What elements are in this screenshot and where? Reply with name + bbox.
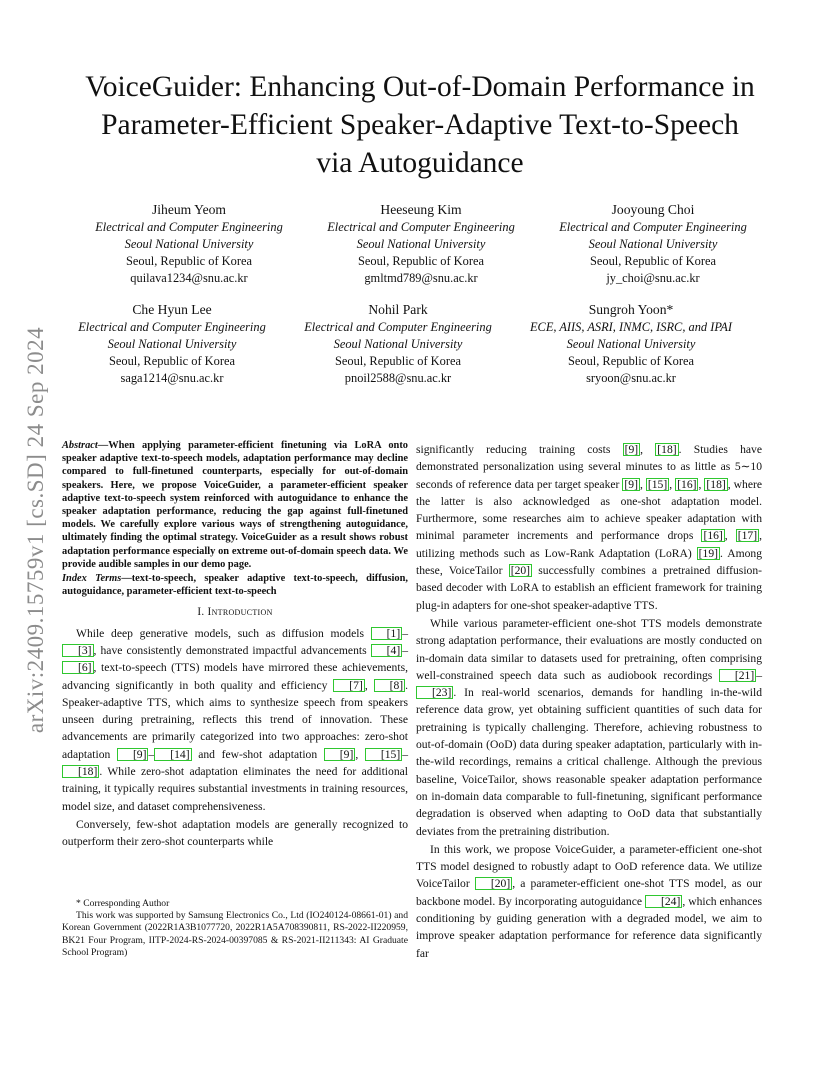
citation-link[interactable]: [9]: [117, 748, 149, 761]
paragraph: [62, 625, 408, 815]
citation-link[interactable]: [24]: [645, 895, 682, 908]
citation-link[interactable]: [19]: [698, 546, 718, 560]
text-run: successfully combines a pretrained diffusion-based decoder with LoRA to establish an efficient framework for training plug-in adapters for one-shot speaker-adaptive TTS.: [416, 564, 762, 612]
author-email: quilava1234@snu.ac.kr: [130, 271, 248, 285]
abstract: [62, 439, 408, 571]
text-run: . In real-world scenarios, demands for handling in-the-wild reference data grow, yet obtaining sufficient quantities of such data for pretraining is typically challenging. Therefore, achieving robustness to out-of-domain (OoD) data during speaker adaptation, particularly with in-the-wild recordings, remains a critical challenge. Although the previous baseline, VoiceTailor, shows reasonable speaker adaptation performance on in-domain data comparable to full-finetuning, significant performance degradation is observed when adapting to OoD data that substantially deviates from the pretraining distribution.: [416, 686, 762, 838]
left-column: [62, 439, 408, 851]
author-location: Seoul, Republic of Korea: [109, 354, 235, 368]
author-affiliation: Electrical and Computer Engineering: [559, 220, 747, 234]
author-email: pnoil2588@snu.ac.kr: [344, 371, 452, 385]
citation-link[interactable]: [9]: [324, 748, 356, 761]
citation-link[interactable]: [9]: [624, 477, 638, 491]
text-run: ,: [724, 529, 736, 543]
citation-link[interactable]: [23]: [416, 686, 453, 699]
citation-link[interactable]: [3]: [62, 644, 94, 657]
arxiv-identifier: arXiv:2409.15759v1 [cs.SD] 24 Sep 2024: [23, 326, 48, 734]
author-block: [288, 301, 508, 387]
author-block: [548, 201, 758, 287]
text-run: ,: [364, 678, 374, 692]
author-name: Jooyoung Choi: [611, 202, 695, 217]
author-affiliation: Electrical and Computer Engineering: [78, 320, 266, 334]
text-run: , which enhances conditioning by guiding generation with a degraded model, we aim to improve speaker adaptation performance for reference data significantly far: [416, 894, 763, 960]
citation-link[interactable]: [1]: [371, 627, 403, 640]
arxiv-side-stamp: [23, 290, 49, 770]
right-column: [416, 441, 762, 962]
citation-link[interactable]: [18]: [657, 443, 677, 456]
text-run: , a parameter-efficient one-shot TTS model, as our backbone model. By incorporating autoguidance: [416, 877, 762, 908]
text-run: ,: [355, 747, 365, 761]
text-run: , text-to-speech (TTS) models have mirrored these achievements, advancing significantly in both quality and efficiency: [62, 661, 408, 692]
citation-link[interactable]: [17]: [737, 529, 758, 543]
author-block: [316, 201, 526, 287]
author-block: [514, 301, 748, 387]
citation-link[interactable]: [4]: [371, 644, 403, 657]
author-university: Seoul National University: [107, 337, 237, 351]
index-terms-lead: Index Terms: [62, 573, 122, 585]
text-run: . Studies have demonstrated personalization using several minutes to as little as 5∼10 seconds of reference data per target speaker: [416, 443, 762, 491]
section-heading-introduction: I. Introduction: [197, 606, 273, 619]
citation-link[interactable]: [9]: [624, 443, 639, 456]
text-run: . Speaker-adaptive TTS, which aims to synthesize speech from speakers unseen during pretraining, reflects this trend of innovation. These advancements are primarily categorized into two approaches: zero-shot adaptation: [62, 678, 409, 761]
text-run: ,: [698, 477, 705, 491]
paragraph: [416, 841, 762, 962]
author-location: Seoul, Republic of Korea: [126, 254, 252, 268]
text-run: –: [402, 747, 408, 761]
text-run: and few-shot adaptation: [191, 747, 324, 761]
text-run: . While zero-shot adaptation eliminates the need for additional training, it typically requires substantial investments in training resources, model size, and dataset comprehensiveness.: [62, 765, 408, 813]
text-run: –: [148, 747, 155, 761]
paper-title: VoiceGuider: Enhancing Out-of-Domain Performance in Parameter-Efficient Speaker-Adaptive Text-to-Speech via Autoguidance: [85, 71, 755, 179]
citation-link[interactable]: [8]: [374, 679, 406, 692]
author-affiliation: Electrical and Computer Engineering: [327, 220, 515, 234]
footnote: [62, 898, 408, 959]
text-run: While deep generative models, such as diffusion models: [76, 626, 371, 640]
author-affiliation: Electrical and Computer Engineering: [304, 320, 492, 334]
text-run: . Among these, VoiceTailor: [416, 546, 762, 578]
author-block: [84, 201, 294, 287]
footnote-corresponding-author: * Corresponding Author: [76, 898, 170, 909]
text-run: ,: [669, 477, 676, 491]
text-run: –: [402, 643, 408, 657]
author-name: Sungroh Yoon*: [588, 302, 674, 317]
citation-link[interactable]: [6]: [62, 661, 94, 674]
author-affiliation: ECE, AIIS, ASRI, INMC, ISRC, and IPAI: [529, 320, 732, 334]
author-university: Seoul National University: [588, 237, 718, 251]
text-run: ,: [640, 443, 656, 456]
author-location: Seoul, Republic of Korea: [590, 254, 716, 268]
author-email: jy_choi@snu.ac.kr: [606, 271, 700, 285]
author-location: Seoul, Republic of Korea: [358, 254, 484, 268]
author-email: sryoon@snu.ac.kr: [586, 371, 676, 385]
author-university: Seoul National University: [333, 337, 463, 351]
author-affiliation: Electrical and Computer Engineering: [95, 220, 283, 234]
text-run: , have consistently demonstrated impactful advancements: [93, 643, 371, 657]
text-run: , utilizing methods such as Low-Rank Adaptation (LoRA): [416, 529, 762, 560]
text-run: , where the latter is also acknowledged as one-shot adaptation model. Furthermore, some researches aim to achieve speaker adaptation with minimal parameter increments and performance drops: [416, 477, 763, 543]
author-name: Nohil Park: [368, 302, 428, 317]
paragraph: Conversely, few-shot adaptation models are generally recognized to outperform their zero-shot counterparts while: [62, 817, 408, 849]
citation-link[interactable]: [21]: [719, 669, 756, 682]
text-run: ,: [639, 477, 646, 491]
citation-link[interactable]: [20]: [510, 564, 531, 578]
citation-link[interactable]: [15]: [647, 477, 668, 491]
citation-link[interactable]: [18]: [62, 765, 99, 778]
index-terms-text: —text-to-speech, speaker adaptive text-to-speech, diffusion, autoguidance, parameter-efficient text-to-speech: [62, 573, 408, 598]
abstract-lead: Abstract: [62, 440, 98, 451]
index-terms: [62, 572, 408, 598]
citation-link[interactable]: [16]: [703, 529, 723, 543]
citation-link[interactable]: [7]: [333, 679, 365, 692]
text-run: significantly reducing training costs: [416, 443, 623, 456]
author-name: Heeseung Kim: [380, 202, 462, 217]
author-name: Che Hyun Lee: [132, 302, 212, 317]
author-name: Jiheum Yeom: [151, 202, 227, 217]
author-block: [62, 301, 282, 387]
text-run: –: [756, 668, 762, 682]
text-run: In this work, we propose VoiceGuider, a parameter-efficient one-shot TTS model designed to robustly adapt to OoD reference data. We utilize VoiceTailor: [416, 842, 762, 891]
author-university: Seoul National University: [124, 237, 254, 251]
author-email: gmltmd789@snu.ac.kr: [364, 271, 478, 285]
paragraph: [416, 615, 762, 840]
citation-link[interactable]: [18]: [706, 477, 726, 491]
paragraph: [416, 441, 762, 614]
citation-link[interactable]: [16]: [677, 477, 697, 491]
author-university: Seoul National University: [356, 237, 486, 251]
author-location: Seoul, Republic of Korea: [335, 354, 461, 368]
citation-link[interactable]: [20]: [475, 877, 512, 890]
text-run: –: [402, 626, 408, 640]
author-location: Seoul, Republic of Korea: [568, 354, 694, 368]
citation-link[interactable]: [15]: [365, 748, 402, 761]
text-run: While various parameter-efficient one-shot TTS models demonstrate strong adaptation performance, their evaluations are mostly conducted on in-domain data similar to datasets used for pretraining, often comprising well-constrained speech data such as audiobook recordings: [416, 616, 762, 682]
author-university: Seoul National University: [566, 337, 696, 351]
citation-link[interactable]: [14]: [154, 748, 191, 761]
footnote-funding: This work was supported by Samsung Electronics Co., Ltd (IO240124-08661-01) and Korean Government (2022R1A3B1077720, 2022R1A5A708390811, RS-2022-II220959, BK21 Four Program, IITP-2024-RS-2024-00397085 & RS-2021-II211343: AI Graduate School Program): [62, 910, 408, 958]
abstract-text: —When applying parameter-efficient finetuning via LoRA onto speaker adaptive text-to-speech models, adaptation performance may decline compared to full-finetuned counterparts, especially for out-of-domain speakers. Here, we propose VoiceGuider, a parameter-efficient speaker adaptive text-to-speech system reinforced with autoguidance to enhance the speaker adaptation performance, reducing the gap against full-finetuned models. We carefully explore various ways of strengthening autoguidance, ultimately finding the optimal strategy. VoiceGuider as a result shows robust adaptation performance especially on extreme out-of-domain speech data. We provide audible samples in our demo page.: [62, 440, 408, 570]
author-email: saga1214@snu.ac.kr: [120, 371, 224, 385]
